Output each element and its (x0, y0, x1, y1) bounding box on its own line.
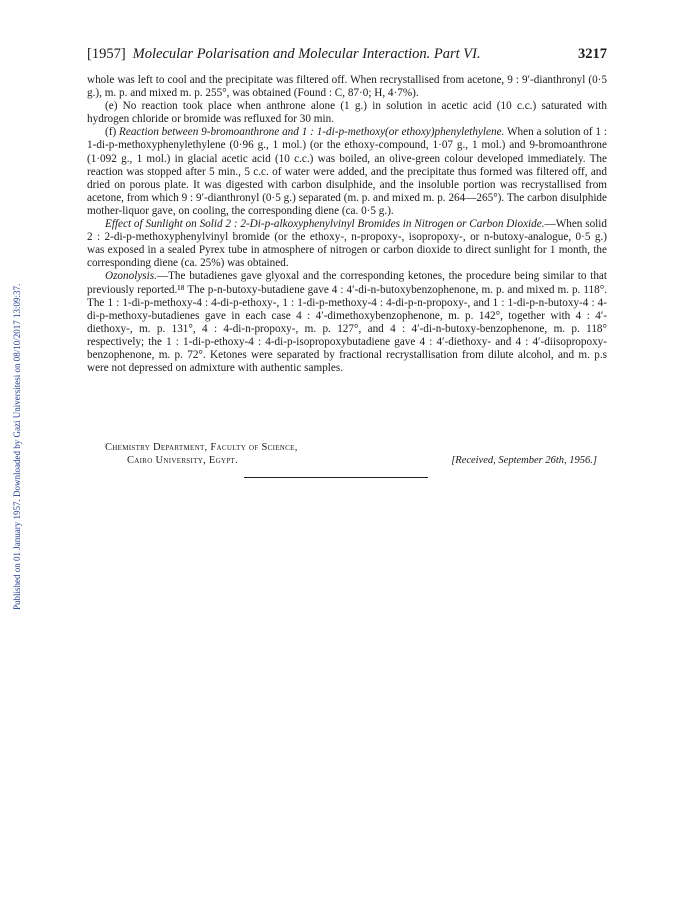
paragraph-f-text: When a solution of 1 : 1-di-p-methoxyphenylethylene (0·96 g., 1 mol.) (or the ethoxy-compound, 1·07 g., 1 mol.) and 9-bromoanthrone (1·092 g., 1 mol.) in glacial acetic acid (10 c.c.) was boiled, an olive-green colour developed immediately. The reaction was stopped after 5 min., 5 c.c. of water were added, and the precipitate thus formed was filtered off, and dried on porous plate. It was digested with carbon disulphide, and the insoluble portion was recrystallised from acetone, from which 9 : 9′-dianthronyl (0·5 g.) separated (m. p. and mixed m. p. 264—265°). The carbon disulphide mother-liquor gave, on cooling, the corresponding diene (ca. 0·5 g.). (87, 126, 607, 217)
running-header (87, 46, 607, 63)
paragraph-sunlight-text: —When solid 2 : 2-di-p-methoxyphenylvinyl bromide (or the ethoxy-, n-propoxy-, isopropoxy-, or n-butoxy-analogue, 0·5 g.) was exposed in a sealed Pyrex tube in atmosphere of nitrogen or carbon dioxide to direct sunlight for 1 month, the corresponding diene (ca. 25%) was obtained. (87, 218, 607, 270)
paragraph-sunlight (87, 218, 607, 270)
provenance-text: Published on 01 January 1957. Downloaded by Gazi Universitesi on 08/10/2017 13:09:37. (12, 283, 22, 610)
paragraph-f-heading: Reaction between 9-bromoanthrone and 1 : 1-di-p-methoxy(or ethoxy)phenylethylene. (119, 126, 505, 139)
paragraph-ozonolysis (87, 270, 607, 375)
paragraph-f (87, 126, 607, 218)
provenance-sidebar (0, 0, 24, 912)
paragraph-sunlight-heading: Effect of Sunlight on Solid 2 : 2-Di-p-alkoxyphenylvinyl Bromides in Nitrogen or Carbon Dioxide. (105, 218, 545, 231)
paragraph-e: (e) No reaction took place when anthrone alone (1 g.) in solution in acetic acid (10 c.c.) saturated with hydrogen chloride or bromide was refluxed for 30 min. (87, 100, 607, 126)
article-body (87, 74, 607, 375)
header-year: [1957] (87, 46, 126, 62)
paragraph-ozonolysis-heading: Ozonolysis. (105, 270, 157, 283)
affiliation-line-2: Cairo University, Egypt. (127, 455, 239, 466)
end-rule (244, 477, 428, 478)
affiliation-line-1: Chemistry Department, Faculty of Science, (105, 442, 298, 453)
received-date: [Received, September 26th, 1956.] (451, 455, 597, 466)
paragraph-f-label: (f) (105, 126, 117, 139)
paragraph-continuation: whole was left to cool and the precipitate was filtered off. When recrystallised from acetone, 9 : 9′-dianthronyl (0·5 g.), m. p. and mixed m. p. 255°, was obtained (Found : C, 87·0; H, 4·7%). (87, 74, 607, 100)
paragraph-ozonolysis-text: —The butadienes gave glyoxal and the corresponding ketones, the procedure being similar to that previously reported.¹⁸ The p-n-butoxy-butadiene gave 4 : 4′-di-n-butoxybenzophenone, m. p. and mixed m. p. 118°. The 1 : 1-di-p-methoxy-4 : 4-di-p-ethoxy-, 1 : 1-di-p-methoxy-4 : 4-di-p-n-propoxy-, and 1 : 1-di-p-n-butoxy-4 : 4-di-p-methoxy-butadienes gave in each case 4 : 4′-dimethoxybenzophenone, m. p. 142°, together with 4 : 4′-diethoxy-, m. p. 131°, 4 : 4-di-n-propoxy-, m. p. 127°, and 4 : 4′-di-n-butoxy-benzophenone, m. p. 118° respectively; the 1 : 1-di-p-ethoxy-4 : 4-di-p-isopropoxybutadiene gave 4 : 4′-diethoxy- and 4 : 4′-diisopropoxy-benzophenone, m. p. 72°. Ketones were separated by fractional recrystallisation from dilute alcohol, and m. p.s were not depressed on admixture with authentic samples. (87, 270, 607, 375)
page-number: 3217 (578, 46, 607, 62)
article-footer (87, 441, 607, 467)
header-title: Molecular Polarisation and Molecular Interaction. Part VI. (132, 46, 481, 62)
